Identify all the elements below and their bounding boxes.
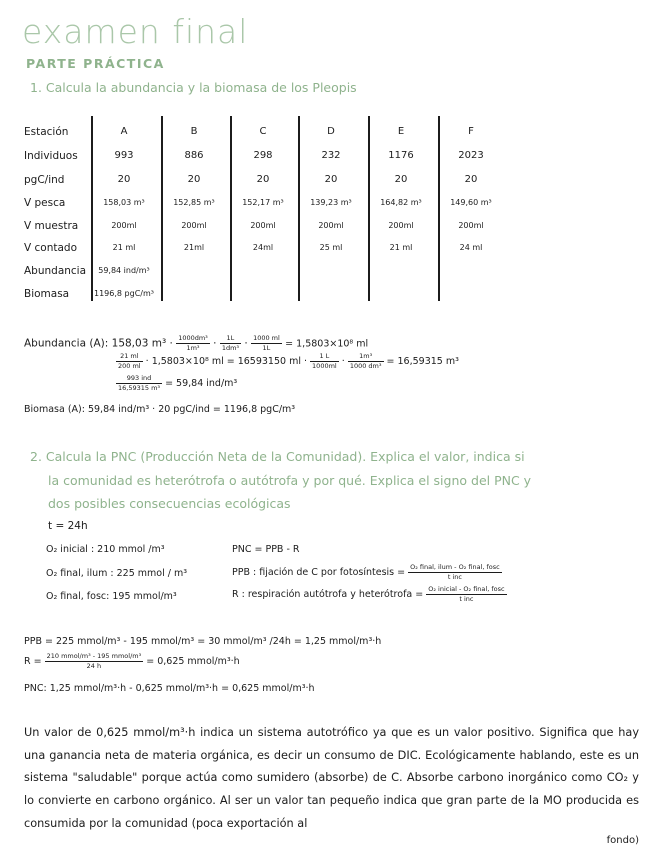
question-1: 1. Calcula la abundancia y la biomasa de los Pleopis	[30, 80, 357, 95]
table-cell: C	[259, 126, 267, 137]
table-divider	[161, 116, 163, 301]
abundance-label: Abundancia (A):	[24, 337, 109, 350]
row-label: pgC/ind	[24, 174, 65, 186]
question-2-line-2: la comunidad es heterótrofa o autótrofa y por qué. Explica el signo del PNC y	[48, 473, 532, 488]
table-cell: 20	[187, 174, 201, 185]
table-cell: 158,03 m³	[103, 198, 145, 207]
table-cell: 24ml	[252, 243, 274, 252]
row-label: Biomasa	[24, 288, 70, 300]
table-cell: 20	[394, 174, 408, 185]
fraction: $\frac{\text{1m³}}{\text{1000 dm³}}$	[349, 352, 382, 370]
table-cell: D	[327, 126, 335, 137]
o2-initial: O₂ inicial : 210 mmol /m³	[46, 544, 165, 555]
table-cell: 164,82 m³	[380, 198, 422, 207]
answer-paragraph: Un valor de 0,625 mmol/m³·h indica un sistema autotrófico ya que es un valor positivo. Significa que hay una ganancia neta de materia orgánica, es decir un consumo de DIC. Ecológicamente hablando, este es un sistema "saludable" porque actúa como sumidero (absorbe) de C. Absorbe carbono inorgánico como CO₂ y lo convierte en carbono orgánico. Al ser un valor tan pequeño indica que gran parte de la MO producida es consumida por la comunidad (poca exportación al fondo)	[24, 726, 639, 846]
row-label: Abundancia	[24, 265, 87, 277]
table-cell: 139,23 m³	[310, 198, 352, 207]
fraction: $\frac{21 ml}{200 ml}$	[118, 352, 141, 370]
table-cell: 21 ml	[112, 243, 136, 252]
r-calculation: R = $\frac{\text{210 mmol/m³ - 195 mmol/m³}}{24 h}$ = 0,625 mmol/m³·h	[24, 652, 240, 670]
table-cell: 200ml	[318, 221, 344, 230]
table-cell: 25 ml	[319, 243, 343, 252]
fraction: $\frac{1000 ml}{1L}$	[253, 334, 280, 352]
table-cell: 1176	[388, 150, 414, 161]
table-cell: 200ml	[458, 221, 484, 230]
table-cell: B	[190, 126, 198, 137]
table-cell: F	[468, 126, 474, 137]
fraction: $\frac{1 L}{1000ml}$	[312, 352, 337, 370]
table-cell: 232	[321, 150, 341, 161]
abundance-step-1-result: = 1,5803×10⁸ ml	[285, 338, 369, 350]
row-label: V contado	[24, 242, 78, 254]
table-cell: 20	[256, 174, 270, 185]
table-divider	[368, 116, 370, 301]
incubation-time: t = 24h	[48, 520, 88, 532]
table-cell: 2023	[458, 150, 484, 161]
abundance-step-2: · 1,5803×10⁸ ml = 16593150 ml ·	[145, 356, 308, 367]
table-cell: 200ml	[181, 221, 207, 230]
table-cell: 59,84 ind/m³	[98, 266, 150, 275]
page-title: examen final	[22, 12, 249, 51]
table-cell: 20	[464, 174, 478, 185]
pnc-definition: PNC = PPB - R	[232, 544, 300, 555]
o2-final-dark: O₂ final, fosc: 195 mmol/m³	[46, 591, 177, 602]
fraction: $\frac{1L}{\text{1dm³}}$	[221, 334, 240, 352]
question-2-line-3: dos posibles consecuencias ecológicas	[48, 496, 291, 511]
answer-end: fondo)	[606, 834, 639, 846]
table-cell: 152,17 m³	[242, 198, 284, 207]
pnc-calculation: PNC: 1,25 mmol/m³·h - 0,625 mmol/m³·h = 0,625 mmol/m³·h	[24, 683, 315, 694]
table-cell: 24 ml	[459, 243, 483, 252]
table-cell: E	[397, 126, 405, 137]
o2-final-light: O₂ final, ilum : 225 mmol / m³	[46, 568, 188, 579]
row-label: Estación	[24, 126, 69, 138]
table-cell: 21 ml	[389, 243, 413, 252]
table-cell: 200ml	[111, 221, 137, 230]
ppb-definition: PPB : fijación de C por fotosíntesis = $\frac{\text{O₂ final, ilum - O₂ final, fosc}}{\text{t inc}}$	[232, 563, 500, 581]
table-cell: 200ml	[388, 221, 414, 230]
table-cell: 21ml	[183, 243, 205, 252]
page-subtitle: PARTE PRÁCTICA	[26, 56, 165, 71]
table-cell: 993	[114, 150, 134, 161]
fraction: $\frac{\text{O₂ final, ilum - O₂ final, fosc}}{\text{t inc}}$	[410, 563, 500, 581]
fraction: $\frac{\text{210 mmol/m³ - 195 mmol/m³}}{24 h}$	[46, 652, 142, 670]
table-cell: 152,85 m³	[173, 198, 215, 207]
table-cell: 20	[117, 174, 131, 185]
table-cell: 20	[324, 174, 338, 185]
abundance-step-1: 158,03 m³ ·	[111, 337, 173, 350]
row-label: V pesca	[24, 197, 66, 209]
question-2-line-1: 2. Calcula la PNC (Producción Neta de la Comunidad). Explica el valor, indica si	[30, 449, 525, 464]
fraction: $\frac{\text{993 ind}}{\text{16,59315 m³}}$	[118, 374, 161, 392]
table-cell: 1196,8 pgC/m³	[94, 289, 154, 298]
fraction: $\frac{\text{O₂ inicial - O₂ final, fosc}}{\text{t inc}}$	[428, 585, 505, 603]
table-divider	[230, 116, 232, 301]
ppb-calculation: PPB = 225 mmol/m³ - 195 mmol/m³ = 30 mmol/m³ /24h = 1,25 mmol/m³·h	[24, 636, 382, 647]
abundance-result: = 59,84 ind/m³	[165, 378, 238, 389]
table-cell: 149,60 m³	[450, 198, 492, 207]
table-cell: 200ml	[250, 221, 276, 230]
biomass-calculation: Biomasa (A): 59,84 ind/m³ · 20 pgC/ind = 1196,8 pgC/m³	[24, 404, 296, 415]
fraction: $\frac{\text{1000dm³}}{\text{1m³}}$	[178, 334, 208, 352]
table-divider	[298, 116, 300, 301]
table-cell: A	[120, 126, 128, 137]
table-divider	[438, 116, 440, 301]
row-label: Individuos	[24, 150, 78, 162]
table-cell: 298	[253, 150, 273, 161]
table-cell: 886	[184, 150, 204, 161]
abundance-step-2-result: = 16,59315 m³	[386, 356, 459, 367]
r-definition: R : respiración autótrofa y heterótrofa = $\frac{\text{O₂ inicial - O₂ final, fosc}}{\text{t inc}}$	[232, 585, 505, 603]
row-label: V muestra	[24, 220, 79, 232]
